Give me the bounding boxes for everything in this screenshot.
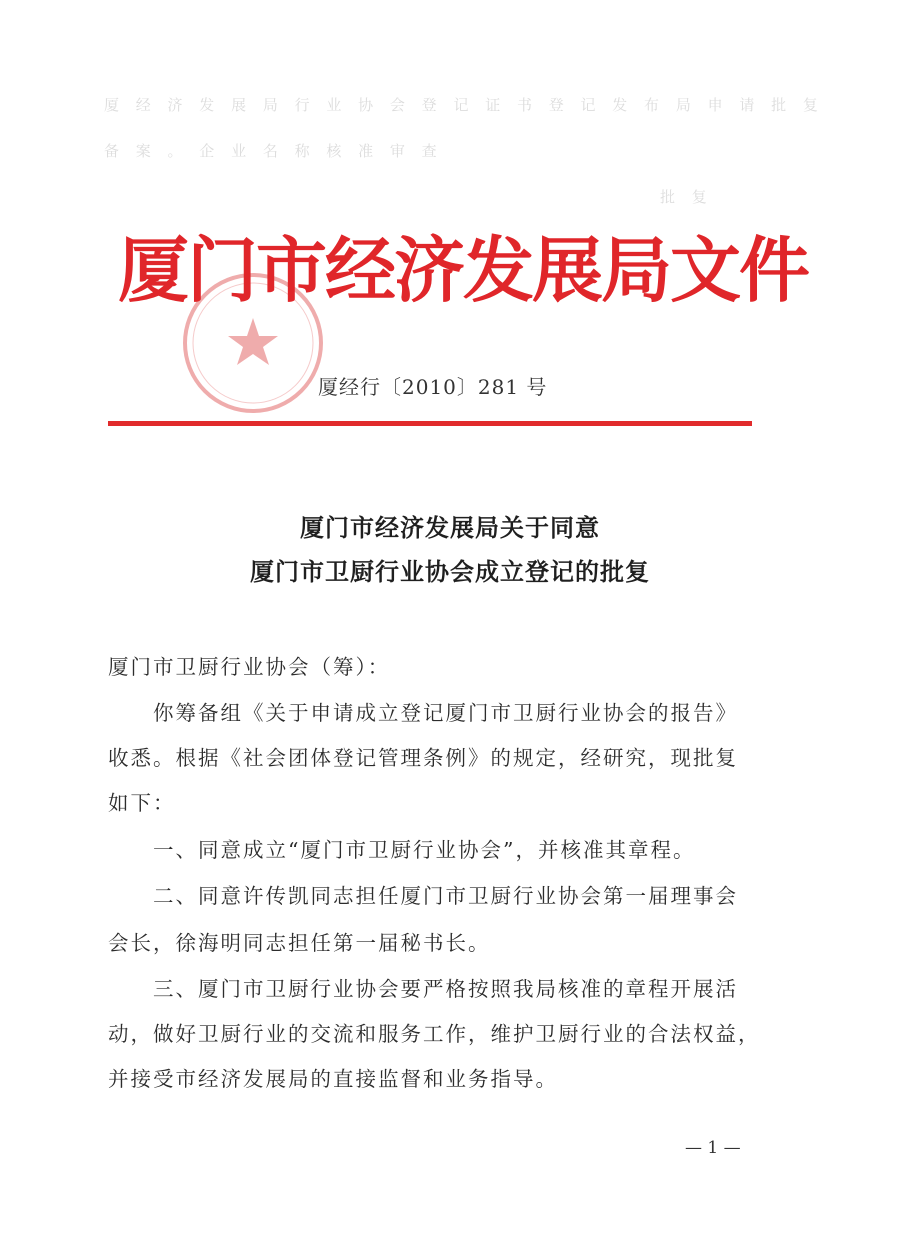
body-line: 二、同意许传凯同志担任厦门市卫厨行业协会第一届理事会: [108, 884, 738, 908]
addressee: 厦门市卫厨行业协会（筹）：: [108, 655, 391, 679]
body-line: 如下：: [108, 791, 176, 815]
bleed-through-line-1: 厦 经 济 发 展 局 行 业 协 会 登 记 证 书 登 记 发 布 局 申 请 批 复: [104, 96, 824, 114]
body-line: 会长，徐海明同志担任第一届秘书长。: [108, 931, 491, 955]
bleed-through-line-3: 批 复: [660, 188, 713, 206]
red-divider: [108, 421, 752, 426]
bleed-through-line-2: 备 案 。 企 业 名 称 核 准 审 查: [104, 142, 443, 160]
body-line: 你筹备组《关于申请成立登记厦门市卫厨行业协会的报告》: [108, 701, 738, 725]
body-line: 并接受市经济发展局的直接监督和业务指导。: [108, 1067, 558, 1091]
document-title-line-2: 厦门市卫厨行业协会成立登记的批复: [250, 557, 650, 586]
body-line: 动，做好卫厨行业的交流和服务工作，维护卫厨行业的合法权益，: [108, 1022, 761, 1046]
document-title-line-1: 厦门市经济发展局关于同意: [300, 513, 600, 542]
masthead-title: 厦门市经济发展局文件: [118, 228, 809, 312]
body-line: 一、同意成立“厦门市卫厨行业协会”，并核准其章程。: [108, 838, 696, 862]
body-line: 收悉。根据《社会团体登记管理条例》的规定，经研究，现批复: [108, 746, 738, 770]
body-line: 三、厦门市卫厨行业协会要严格按照我局核准的章程开展活: [108, 977, 738, 1001]
document-number: 厦经行〔2010〕281 号: [318, 375, 548, 399]
page-number: — 1 —: [685, 1138, 741, 1158]
